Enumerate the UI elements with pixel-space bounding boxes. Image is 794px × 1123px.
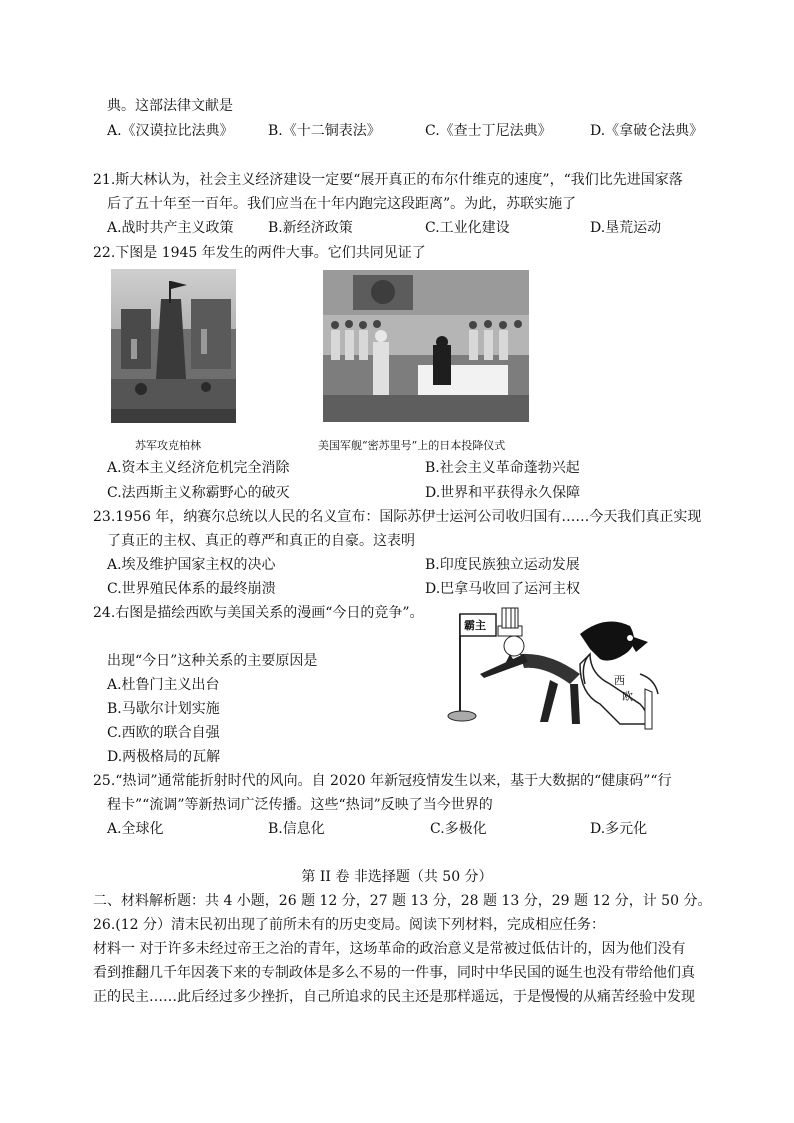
q23-option-b: B.印度民族独立运动发展 <box>425 557 580 573</box>
q20-option-d: D.《拿破仑法典》 <box>590 123 704 139</box>
q22-option-b: B.社会主义革命蓬勃兴起 <box>425 460 580 476</box>
q25-stem-line1: 25.“热词”通常能折射时代的风向。自 2020 年新冠疫情发生以来，基于大数据的“健康码”“行 <box>93 773 672 789</box>
part2-section-heading: 二、材料解析题：共 4 小题，26 题 12 分，27 题 13 分，28 题 13 分，29 题 12 分，计 50 分。 <box>93 893 712 909</box>
q24-option-b: B.马歇尔计划实施 <box>107 701 220 717</box>
berlin-photo <box>111 269 236 423</box>
q20-option-c: C.《查士丁尼法典》 <box>425 123 552 139</box>
q21-option-d: D.垦荒运动 <box>590 220 662 236</box>
q26-stem: 26.(12 分）清末民初出现了前所未有的历史变局。阅读下列材料，完成相应任务： <box>93 917 605 933</box>
q24-stem-line2: 出现“今日”这种关系的主要原因是 <box>107 653 318 669</box>
part2-title: 第 II 卷 非选择题（共 50 分） <box>301 869 493 885</box>
q25-option-d: D.多元化 <box>590 821 648 837</box>
material1-line2: 看到推翻几千年因袭下来的专制政体是多么不易的一件事，同时中华民国的诞生也没有带给他们真 <box>93 965 695 981</box>
cartoon-flag-label: 霸主 <box>464 619 486 632</box>
q23-option-c: C.世界殖民体系的最终崩溃 <box>107 581 276 597</box>
q21-option-b: B.新经济政策 <box>268 220 353 236</box>
q21-option-a: A.战时共产主义政策 <box>107 220 234 236</box>
q23-option-d: D.巴拿马收回了运河主权 <box>425 581 581 597</box>
caption-surrender: 美国军舰“密苏里号”上的日本投降仪式 <box>318 439 506 452</box>
q20-option-b: B.《十二铜表法》 <box>268 123 381 139</box>
competition-cartoon <box>440 604 662 732</box>
q23-stem-line1: 23.1956 年，纳赛尔总统以人民的名义宣布：国际苏伊士运河公司收归国有……今天我们真正实现 <box>93 509 702 525</box>
cartoon-label-west: 西 <box>614 674 625 687</box>
q24-option-a: A.杜鲁门主义出台 <box>107 677 220 693</box>
q25-option-b: B.信息化 <box>268 821 325 837</box>
q22-option-a: A.资本主义经济危机完全消除 <box>107 460 290 476</box>
q24-option-c: C.西欧的联合自强 <box>107 725 220 741</box>
material1-line3: 正的民主……此后经过多少挫折，自己所追求的民主还是那样遥远，于是慢慢的从痛苦经验中发现 <box>93 989 695 1005</box>
surrender-ceremony-photo <box>323 270 529 422</box>
q20-option-a: A.《汉谟拉比法典》 <box>107 123 234 139</box>
q25-option-c: C.多极化 <box>430 821 487 837</box>
q23-option-a: A.埃及维护国家主权的决心 <box>107 557 276 573</box>
q21-stem-line1: 21.斯大林认为，社会主义经济建设一定要“展开真正的布尔什维克的速度”，“我们比先进国家落 <box>93 172 683 188</box>
q22-option-d: D.世界和平获得永久保障 <box>425 485 581 501</box>
cartoon-label-europe: 欧 <box>622 690 633 703</box>
q24-stem-line1: 24.右图是描绘西欧与美国关系的漫画“今日的竞争”。 <box>93 605 424 621</box>
q20-stem-tail: 典。这部法律文献是 <box>107 98 233 114</box>
q24-option-d: D.两极格局的瓦解 <box>107 749 221 765</box>
q21-stem-line2: 后了五十年至一百年。我们应当在十年内跑完这段距离”。为此，苏联实施了 <box>107 196 577 212</box>
q25-option-a: A.全球化 <box>107 821 164 837</box>
q22-stem: 22.下图是 1945 年发生的两件大事。它们共同见证了 <box>93 245 426 261</box>
q22-option-c: C.法西斯主义称霸野心的破灭 <box>107 485 290 501</box>
q23-stem-line2: 了真正的主权、真正的尊严和真正的自豪。这表明 <box>107 533 415 549</box>
q25-stem-line2: 程卡”“流调”等新热词广泛传播。这些“热词”反映了当今世界的 <box>107 797 493 813</box>
q21-option-c: C.工业化建设 <box>425 220 510 236</box>
caption-berlin: 苏军攻克柏林 <box>135 439 201 452</box>
material1-line1: 材料一 对于许多未经过帝王之治的青年，这场革命的政治意义是常被过低估计的，因为他们没有 <box>93 941 686 957</box>
